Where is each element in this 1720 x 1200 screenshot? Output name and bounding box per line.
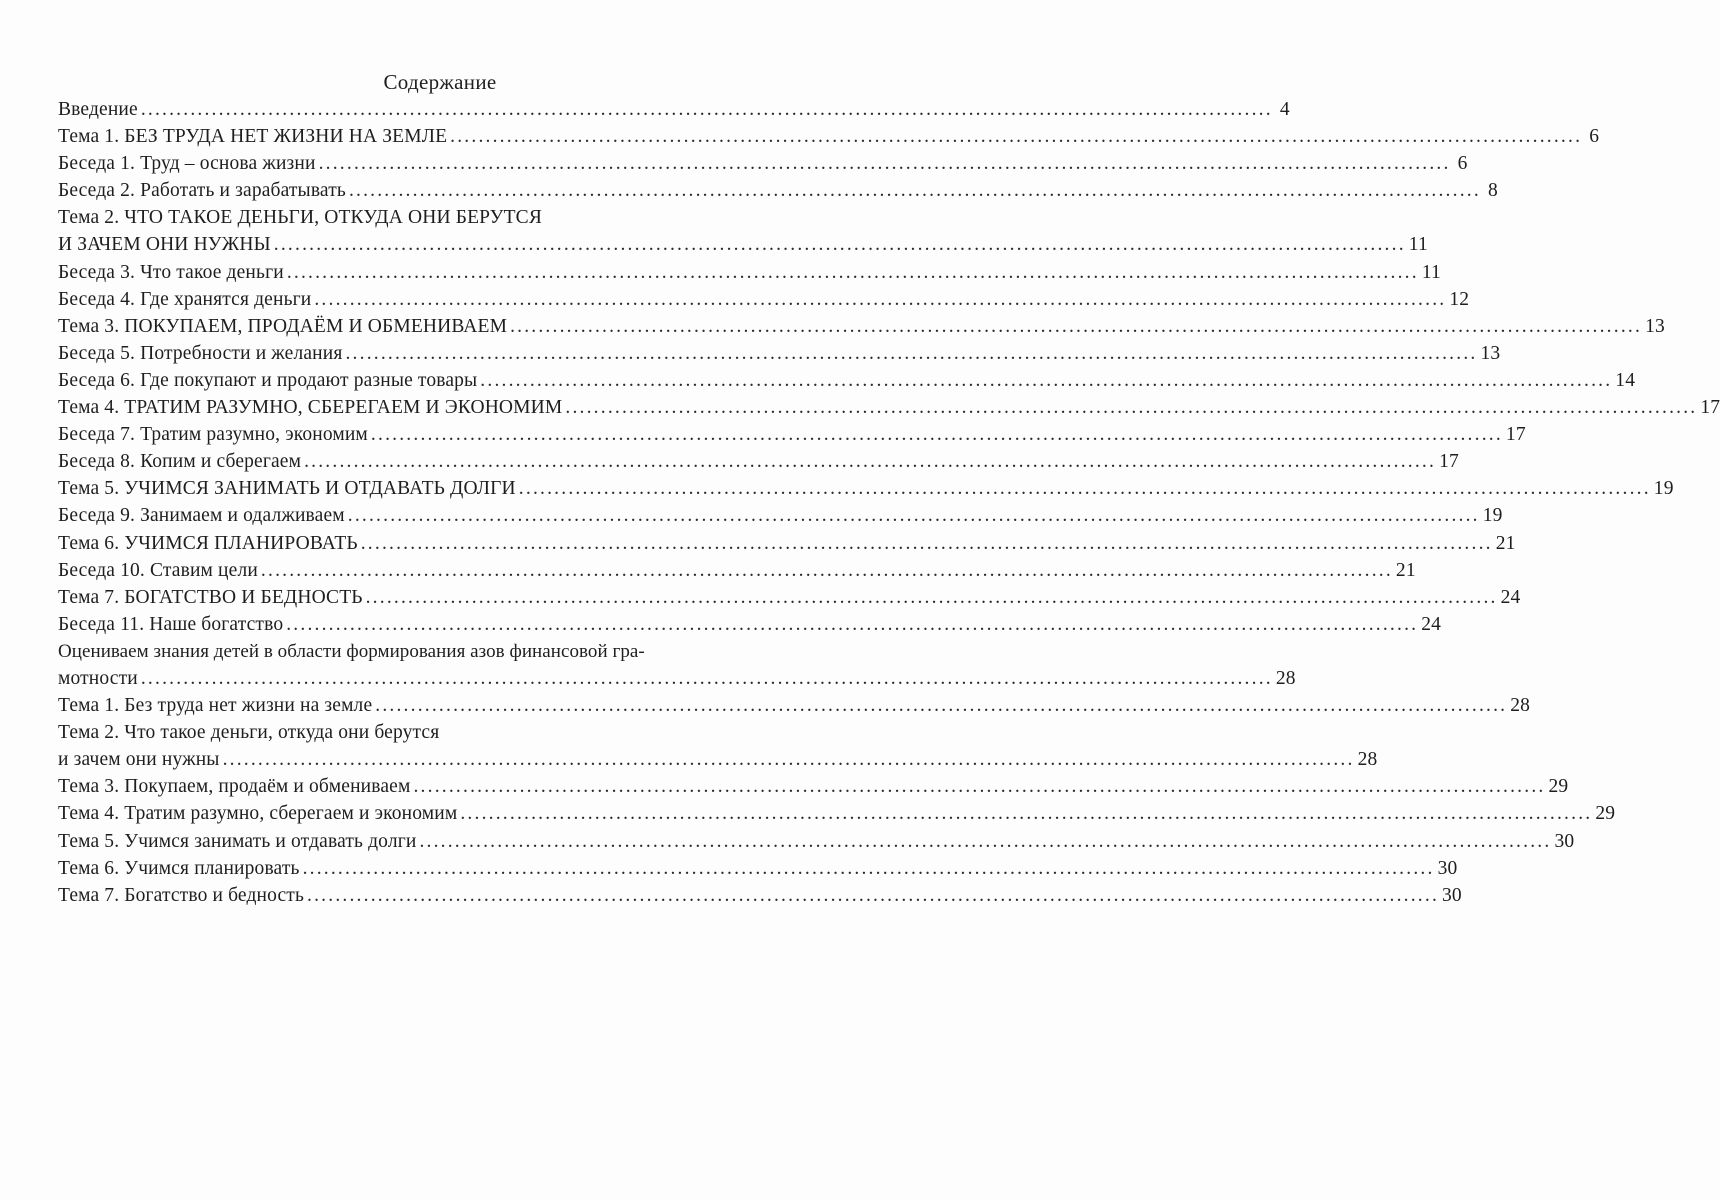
dot-leader: ................................................................................................................................................................ xyxy=(307,884,1440,906)
toc-entry-row xyxy=(58,746,1378,773)
toc-entry-page-number: 29 xyxy=(1595,803,1616,825)
toc-entry-page-number: 4 xyxy=(1279,99,1290,120)
dot-leader: ................................................................................................................................................................ xyxy=(510,315,1643,337)
toc-entry-row xyxy=(58,611,1442,638)
toc-entry-page-number: 24 xyxy=(1500,586,1521,608)
toc-entry-row xyxy=(58,340,1501,367)
toc-entry-page-number: 13 xyxy=(1480,342,1501,364)
toc-entry-row xyxy=(58,367,1636,394)
toc-entry xyxy=(58,800,1616,827)
toc-entry xyxy=(58,882,1462,909)
toc-entry-page-number: 30 xyxy=(1437,857,1458,879)
toc-entry-page-number: 21 xyxy=(1395,559,1416,581)
toc-entry xyxy=(58,530,1516,557)
toc-entry-row xyxy=(58,259,1441,286)
toc-entry xyxy=(58,313,1665,340)
toc-entry-page-number: 28 xyxy=(1275,667,1296,689)
toc-entry-page-number: 6 xyxy=(1589,126,1600,148)
toc-entry-page-number: 28 xyxy=(1510,695,1531,717)
dot-leader: ................................................................................................................................................................ xyxy=(302,857,1435,879)
toc-entry-title: Тема 5. УЧИМСЯ ЗАНИМАТЬ И ОТДАВАТЬ ДОЛГИ xyxy=(58,478,516,500)
dot-leader: ................................................................................................................................................................ xyxy=(365,586,1498,608)
dot-leader: ................................................................................................................................................................ xyxy=(314,288,1447,310)
toc-entry-title: Беседа 9. Занимаем и одалживаем xyxy=(58,505,345,527)
toc-entry-page-number: 19 xyxy=(1482,505,1503,527)
toc-entry-row xyxy=(58,828,1575,855)
toc-entry-page-number: 14 xyxy=(1615,369,1636,391)
toc-entry-title: Беседа 7. Тратим разумно, экономим xyxy=(58,424,368,446)
toc-entry xyxy=(58,828,1575,855)
toc-entry-row xyxy=(58,502,1503,529)
toc-entry-title-line: Тема 2. Что такое деньги, откуда они берутся xyxy=(58,722,440,744)
dot-leader: ................................................................................................................................................................ xyxy=(413,776,1546,798)
toc-entry-page-number: 30 xyxy=(1442,884,1462,906)
toc-entry-row xyxy=(58,773,1569,800)
toc-entry-row xyxy=(58,96,1290,123)
toc-entry-row xyxy=(58,150,1468,177)
toc-entry-title: Беседа 11. Наше богатство xyxy=(58,613,284,635)
dot-leader: ................................................................................................................................................................ xyxy=(370,424,1503,446)
dot-leader: ................................................................................................................................................................ xyxy=(565,397,1698,419)
toc-entry-page-number: 11 xyxy=(1421,261,1441,283)
dot-leader: ................................................................................................................................................................ xyxy=(480,369,1613,391)
toc-entry xyxy=(58,855,1458,882)
toc-entry-page-number: 28 xyxy=(1357,749,1378,771)
dot-leader: ................................................................................................................................................................ xyxy=(140,667,1273,689)
toc-entry-title: Тема 3. Покупаем, продаём и обмениваем xyxy=(58,776,411,798)
toc-entry-row xyxy=(58,584,1521,611)
dot-leader: ................................................................................................................................................................ xyxy=(419,830,1552,852)
toc-entry xyxy=(58,367,1636,394)
toc-entry-page-number: 19 xyxy=(1653,478,1674,500)
toc-entry-row xyxy=(58,286,1470,313)
toc-entry-title: Тема 4. ТРАТИМ РАЗУМНО, СБЕРЕГАЕМ И ЭКОНОМИМ xyxy=(58,397,563,419)
toc-entry xyxy=(58,123,1600,150)
toc-entry xyxy=(58,204,1428,258)
toc-entry-page-number: 24 xyxy=(1421,613,1442,635)
toc-entry-title: Тема 1. Без труда нет жизни на земле xyxy=(58,695,373,717)
toc-entry xyxy=(58,259,1441,286)
toc-entry-page-number: 21 xyxy=(1495,532,1516,554)
toc-entry-title: Тема 5. Учимся занимать и отдавать долги xyxy=(58,830,417,852)
toc-entry-row xyxy=(58,448,1459,475)
toc-entry xyxy=(58,177,1498,204)
toc-entry xyxy=(58,421,1526,448)
toc-entry-title: Тема 7. Богатство и бедность xyxy=(58,884,305,906)
toc-entry-title: Тема 1. БЕЗ ТРУДА НЕТ ЖИЗНИ НА ЗЕМЛЕ xyxy=(58,126,448,148)
toc-entry-title: Беседа 4. Где хранятся деньги xyxy=(58,288,312,310)
toc-entry-page-number: 13 xyxy=(1645,315,1665,337)
toc-entry-page-number: 8 xyxy=(1488,180,1498,202)
toc-entry-title: Беседа 10. Ставим цели xyxy=(58,559,258,581)
toc-entry-title: Беседа 1. Труд – основа жизни xyxy=(58,153,316,175)
toc-entry-page-number: 17 xyxy=(1439,451,1459,473)
toc-entry-row xyxy=(58,123,1600,150)
toc-entry-page-number: 6 xyxy=(1457,153,1468,175)
toc-entry-title: и зачем они нужны xyxy=(58,749,220,771)
toc-entry-row xyxy=(58,882,1462,909)
toc-entry-title: Тема 7. БОГАТСТВО И БЕДНОСТЬ xyxy=(58,586,363,608)
toc-entry-page-number: 17 xyxy=(1505,424,1526,446)
toc-entry-row xyxy=(58,855,1458,882)
toc-entry xyxy=(58,638,1296,692)
toc-entry-title: Тема 6. УЧИМСЯ ПЛАНИРОВАТЬ xyxy=(58,532,358,554)
dot-leader: ................................................................................................................................................................ xyxy=(360,532,1493,554)
dot-leader: ................................................................................................................................................................ xyxy=(286,613,1419,635)
dot-leader: ................................................................................................................................................................ xyxy=(273,234,1406,256)
toc-entry xyxy=(58,584,1521,611)
dot-leader: ................................................................................................................................................................ xyxy=(304,451,1437,473)
toc-entry-row xyxy=(58,475,1674,502)
toc-entry xyxy=(58,96,1290,123)
toc-entry-page-number: 17 xyxy=(1700,397,1720,419)
dot-leader: ................................................................................................................................................................ xyxy=(260,559,1393,581)
toc-entry-title: Беседа 3. Что такое деньги xyxy=(58,261,284,283)
toc-entry-title: Беседа 2. Работать и зарабатывать xyxy=(58,180,346,202)
toc-entry-title: Беседа 5. Потребности и желания xyxy=(58,342,343,364)
toc-entry-page-number: 11 xyxy=(1408,234,1428,256)
toc-entry xyxy=(58,557,1416,584)
toc-entry-row xyxy=(58,231,1428,258)
dot-leader: ................................................................................................................................................................ xyxy=(318,153,1451,175)
dot-leader: ................................................................................................................................................................ xyxy=(286,261,1419,283)
toc-entry-page-number: 30 xyxy=(1554,830,1575,852)
toc-entry xyxy=(58,502,1503,529)
toc-entry-row xyxy=(58,177,1498,204)
toc-entry-title: Тема 6. Учимся планировать xyxy=(58,857,300,879)
toc-entry xyxy=(58,611,1442,638)
toc-entry-title: Тема 4. Тратим разумно, сберегаем и экономим xyxy=(58,803,458,825)
toc-entry-row xyxy=(58,800,1616,827)
toc-entry-row xyxy=(58,313,1665,340)
dot-leader: ................................................................................................................................................................ xyxy=(347,505,1480,527)
toc-entry xyxy=(58,340,1501,367)
toc-entry-row xyxy=(58,665,1296,692)
dot-leader: ................................................................................................................................................................ xyxy=(348,180,1481,202)
toc-entry-page-number: 29 xyxy=(1548,776,1569,798)
toc-entry-page-number: 12 xyxy=(1449,288,1470,310)
toc-entry-title: Беседа 6. Где покупают и продают разные товары xyxy=(58,369,478,391)
toc-entry-title: Беседа 8. Копим и сберегаем xyxy=(58,451,302,473)
dot-leader: ................................................................................................................................................................ xyxy=(345,342,1478,364)
toc-entry-title: И ЗАЧЕМ ОНИ НУЖНЫ xyxy=(58,234,271,256)
toc-entry xyxy=(58,719,1378,773)
toc-entry-row xyxy=(58,530,1516,557)
toc-entry xyxy=(58,773,1569,800)
toc-entry xyxy=(58,692,1531,719)
dot-leader: ................................................................................................................................................................ xyxy=(450,126,1583,148)
dot-leader: ................................................................................................................................................................ xyxy=(375,695,1508,717)
toc-entry-title: Введение xyxy=(58,99,138,120)
toc-entry xyxy=(58,475,1674,502)
dot-leader: ................................................................................................................................................................ xyxy=(460,803,1593,825)
toc-entry-title-line: Тема 2. ЧТО ТАКОЕ ДЕНЬГИ, ОТКУДА ОНИ БЕРУТСЯ xyxy=(58,207,542,229)
table-of-contents xyxy=(58,96,1720,909)
toc-entry xyxy=(58,150,1468,177)
toc-entry xyxy=(58,394,1720,421)
toc-entry-row xyxy=(58,692,1531,719)
toc-entry xyxy=(58,448,1459,475)
dot-leader: ................................................................................................................................................................ xyxy=(222,749,1355,771)
toc-entry-row xyxy=(58,394,1720,421)
page-title: Содержание xyxy=(383,70,497,94)
dot-leader: ................................................................................................................................................................ xyxy=(518,478,1651,500)
toc-entry xyxy=(58,286,1470,313)
toc-entry-title-line: Оцениваем знания детей в области формирования азов финансовой гра- xyxy=(58,640,645,662)
dot-leader: ................................................................................................................................................................ xyxy=(140,99,1273,120)
toc-entry-title: Тема 3. ПОКУПАЕМ, ПРОДАЁМ И ОБМЕНИВАЕМ xyxy=(58,315,508,337)
toc-entry-row xyxy=(58,557,1416,584)
toc-entry-title: мотности xyxy=(58,667,138,689)
toc-entry-row xyxy=(58,421,1526,448)
